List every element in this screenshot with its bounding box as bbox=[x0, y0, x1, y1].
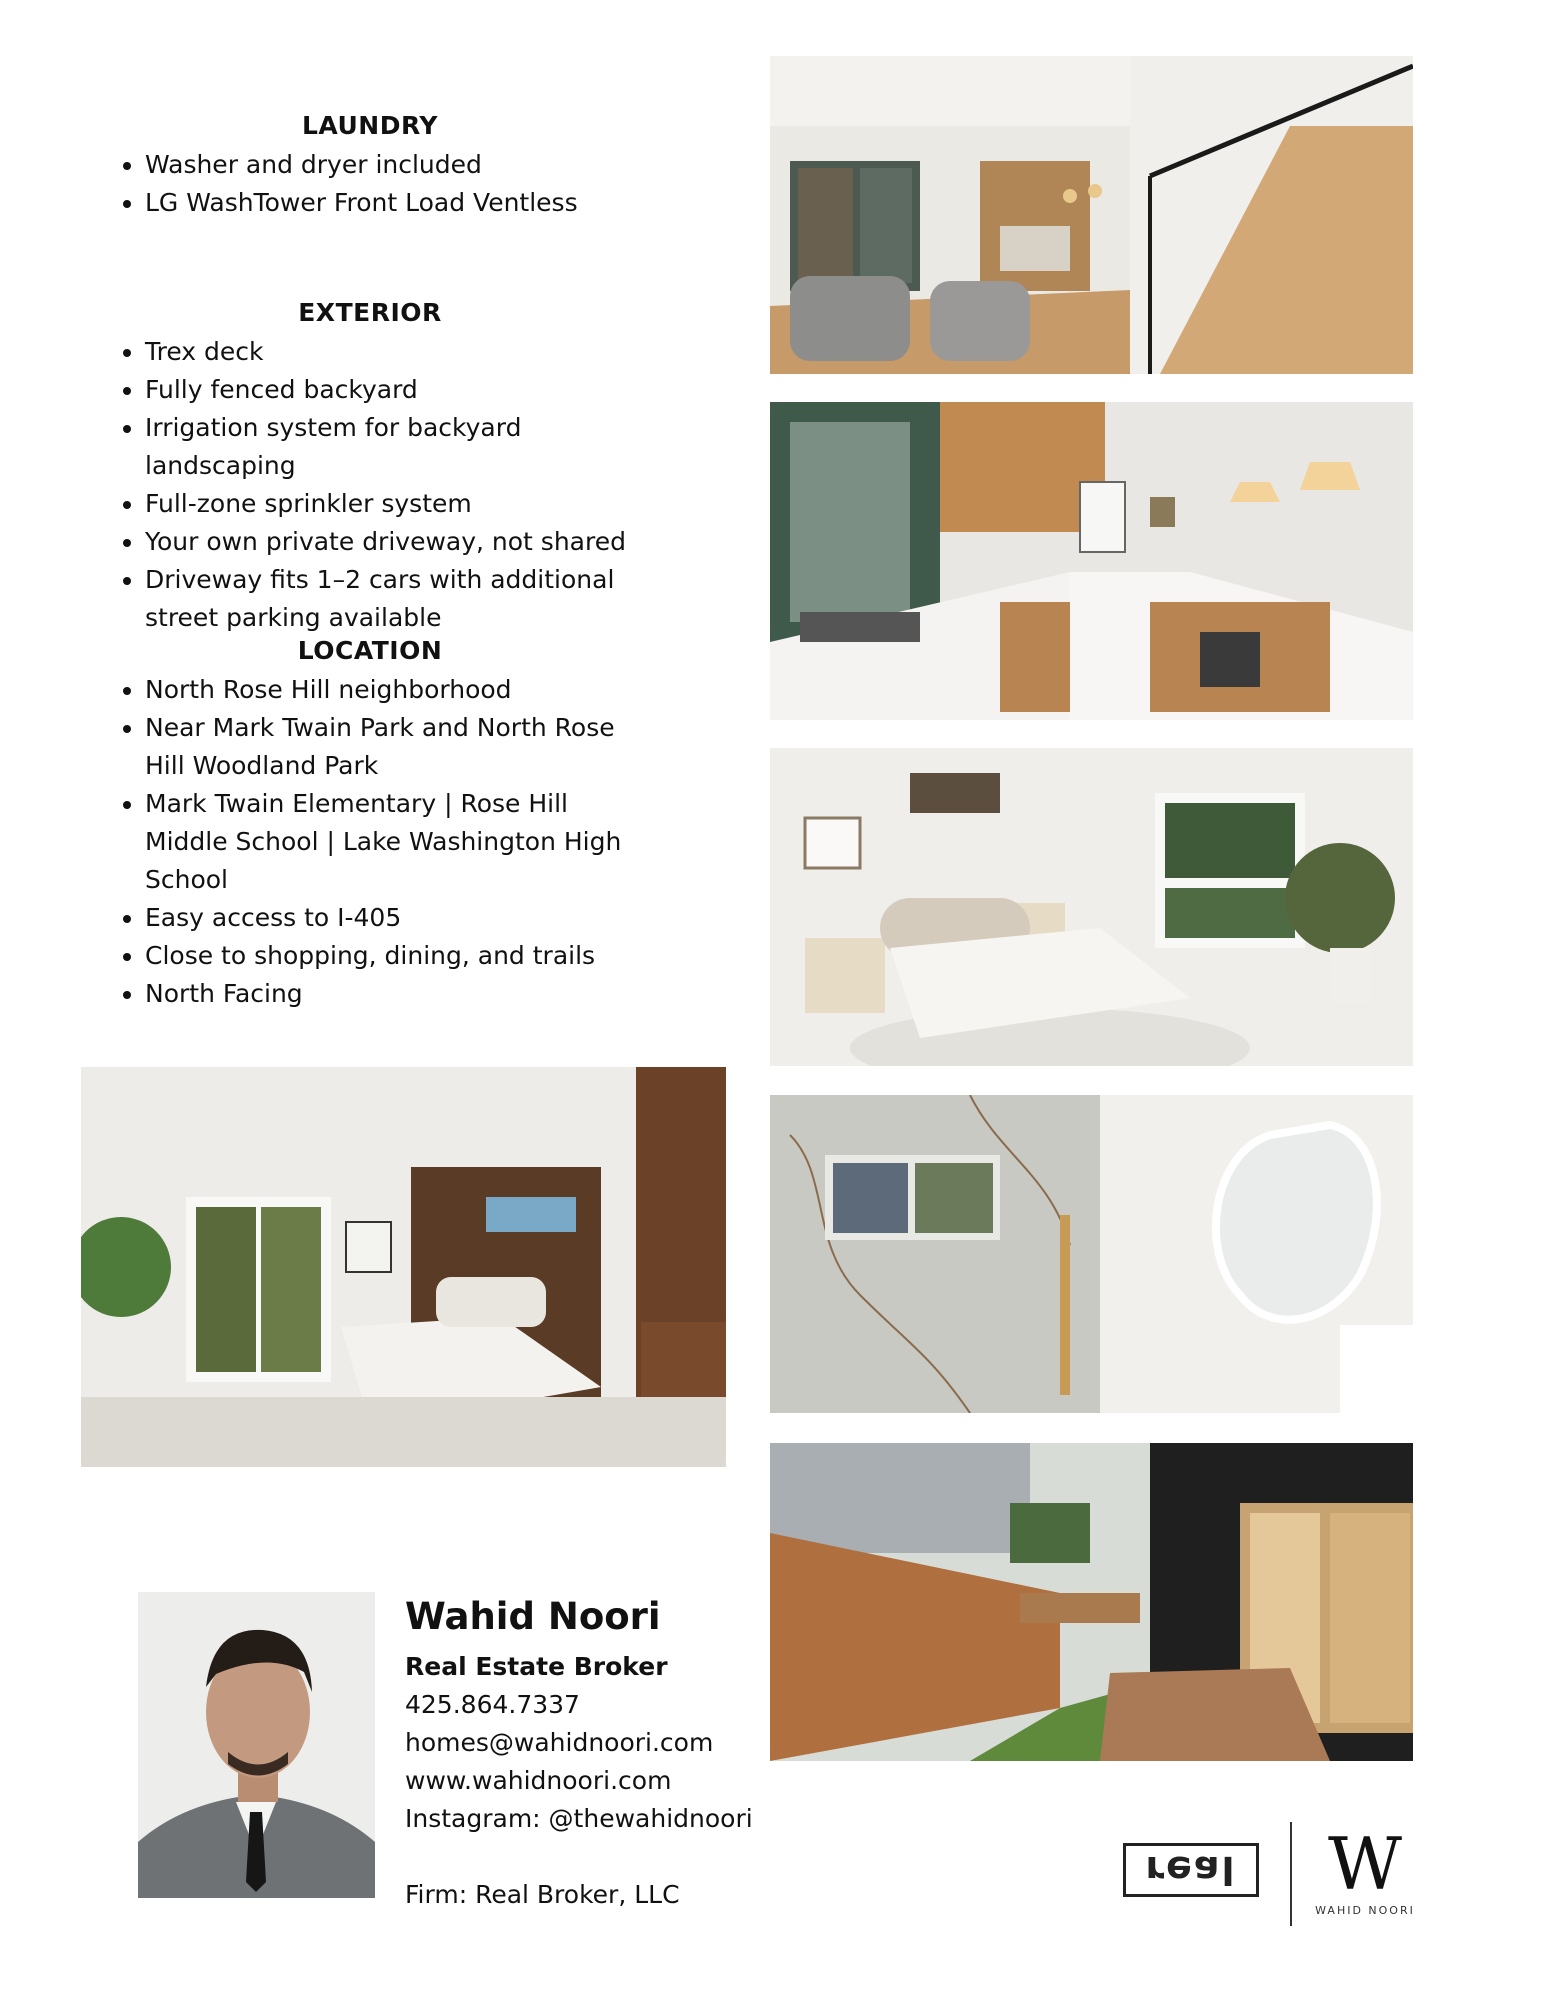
primary-bedroom-photo bbox=[81, 1067, 726, 1467]
laundry-list bbox=[110, 146, 630, 222]
laundry-section bbox=[110, 108, 630, 222]
bathroom-photo bbox=[770, 1095, 1413, 1413]
list-item: • North Rose Hill neighborhood bbox=[145, 671, 630, 709]
backyard-deck-photo bbox=[770, 1443, 1413, 1761]
list-item: • Near Mark Twain Park and North Rose Hill Woodland Park bbox=[145, 709, 630, 785]
exterior-section bbox=[110, 295, 630, 637]
spacer bbox=[405, 1838, 753, 1876]
list-item: • North Facing bbox=[145, 975, 630, 1013]
logo-divider bbox=[1290, 1822, 1292, 1926]
agent-instagram[interactable]: Instagram: @thewahidnoori bbox=[405, 1804, 753, 1833]
exterior-list bbox=[110, 333, 630, 637]
kitchen-photo bbox=[770, 402, 1413, 720]
list-item: • Driveway fits 1–2 cars with additional street parking available bbox=[145, 561, 630, 637]
list-item: • Fully fenced backyard bbox=[145, 371, 630, 409]
agent-email[interactable]: homes@wahidnoori.com bbox=[405, 1728, 714, 1757]
agent-firm: Firm: Real Broker, LLC bbox=[405, 1880, 680, 1909]
list-item: • Washer and dryer included bbox=[145, 146, 630, 184]
list-item: • Your own private driveway, not shared bbox=[145, 523, 630, 561]
agent-title: Real Estate Broker bbox=[405, 1652, 668, 1681]
real-logo-text: real bbox=[1145, 1848, 1237, 1892]
location-section bbox=[110, 633, 630, 1013]
w-logo-caption: WAHID NOORI bbox=[1315, 1904, 1415, 1917]
agent-headshot-photo bbox=[138, 1592, 375, 1898]
agent-contact-block bbox=[405, 1592, 753, 1914]
location-list bbox=[110, 671, 630, 1013]
living-kitchen-stairs-photo bbox=[770, 56, 1413, 374]
list-item: • Irrigation system for backyard landscaping bbox=[145, 409, 630, 485]
list-item: • Easy access to I-405 bbox=[145, 899, 630, 937]
bedroom-photo bbox=[770, 748, 1413, 1066]
agent-phone[interactable]: 425.864.7337 bbox=[405, 1690, 580, 1719]
real-broker-logo bbox=[1123, 1843, 1259, 1897]
list-item: • Mark Twain Elementary | Rose Hill Middle School | Lake Washington High School bbox=[145, 785, 630, 899]
agent-name: Wahid Noori bbox=[405, 1595, 661, 1638]
laundry-heading: LAUNDRY bbox=[302, 111, 438, 140]
wahid-noori-logo bbox=[1300, 1822, 1430, 1917]
list-item: • Full-zone sprinkler system bbox=[145, 485, 630, 523]
list-item: • LG WashTower Front Load Ventless bbox=[145, 184, 630, 222]
agent-website[interactable]: www.wahidnoori.com bbox=[405, 1766, 672, 1795]
w-logo-letter: W bbox=[1327, 1822, 1402, 1906]
exterior-heading: EXTERIOR bbox=[298, 298, 442, 327]
location-heading: LOCATION bbox=[297, 636, 443, 665]
list-item: • Close to shopping, dining, and trails bbox=[145, 937, 630, 975]
list-item: • Trex deck bbox=[145, 333, 630, 371]
